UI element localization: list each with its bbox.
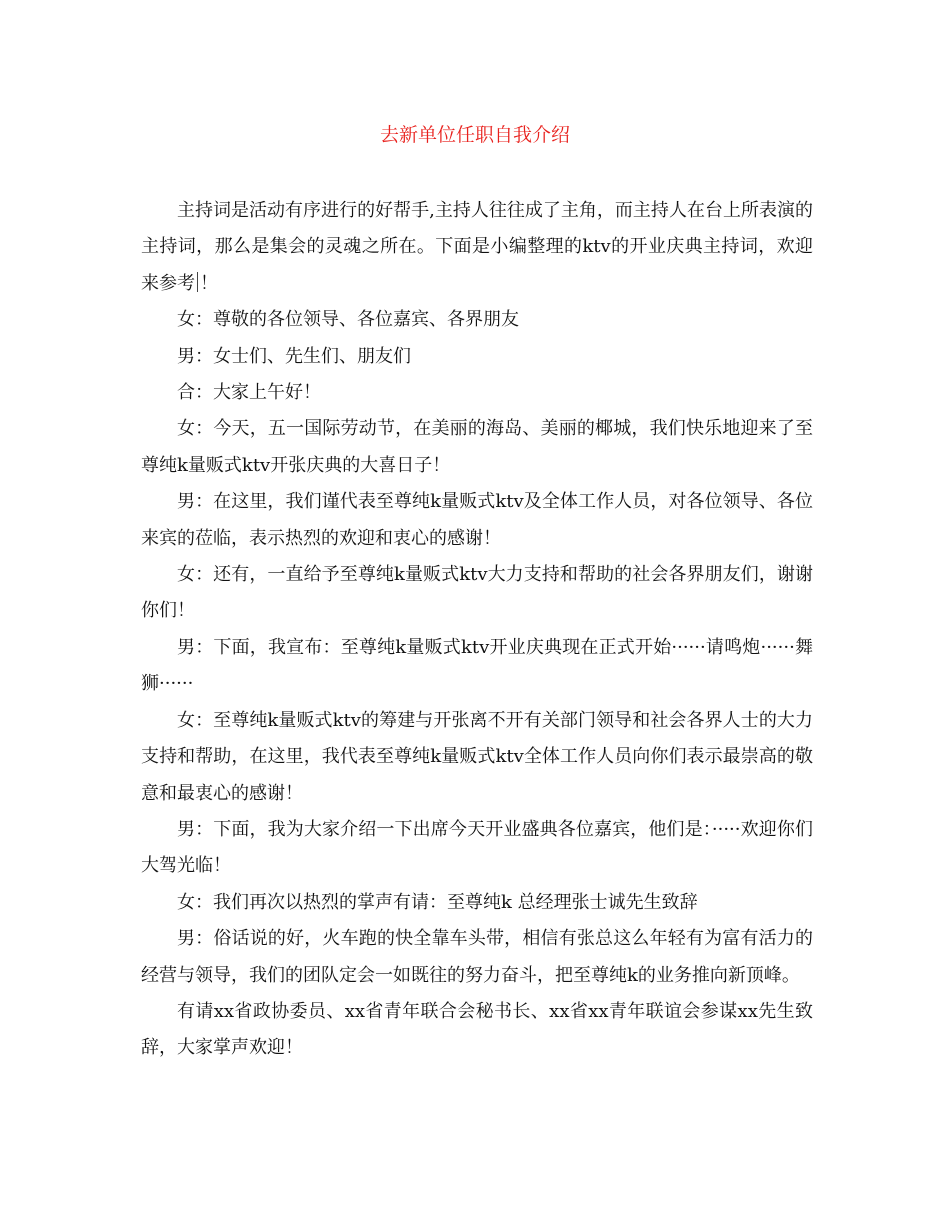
dialogue-paragraph: 合：大家上午好！ bbox=[177, 382, 321, 404]
dialogue-paragraph: 男：下面，我为大家介绍一下出席今天开业盛典各位嘉宾，他们是：·····欢迎你们大驾光临！ bbox=[141, 818, 813, 877]
intro-text-end: ！ bbox=[200, 272, 218, 294]
closing-paragraph: 有请xx省政协委员、xx省青年联合会秘书长、xx省xx青年联谊会参谋xx先生致辞，大家掌声欢迎！ bbox=[141, 1000, 813, 1059]
dialogue-paragraph: 女：尊敬的各位领导、各位嘉宾、各界朋友 bbox=[177, 309, 519, 331]
dialogue-paragraph: 女：还有，一直给予至尊纯k量贩式ktv大力支持和帮助的社会各界朋友们，谢谢你们！ bbox=[141, 564, 813, 622]
document-title: 去新单位任职自我介绍 bbox=[379, 124, 570, 146]
dialogue-paragraph: 男：在这里，我们谨代表至尊纯k量贩式ktv及全体工作人员，对各位领导、各位来宾的莅临，表示热烈的欢迎和衷心的感谢！ bbox=[141, 491, 813, 549]
dialogue-paragraph: 男：下面，我宣布：至尊纯k量贩式ktv开业庆典现在正式开始······请鸣炮······舞狮······ bbox=[141, 636, 813, 695]
dialogue-paragraph: 女：至尊纯k量贩式ktv的筹建与开张离不开有关部门领导和社会各界人士的大力支持和帮助，在这里，我代表至尊纯k量贩式ktv全体工作人员向你们表示最崇高的敬意和最衷心的感谢！ bbox=[141, 709, 813, 804]
intro-paragraph bbox=[141, 193, 813, 302]
text-cursor bbox=[197, 272, 198, 292]
intro-text: 主持词是活动有序进行的好帮手,主持人往往成了主角，而主持人在台上所表演的主持词，那么是集会的灵魂之所在。下面是小编整理的ktv的开业庆典主持词，欢迎来参考 bbox=[141, 200, 813, 294]
dialogue-paragraph: 女：今天，五一国际劳动节，在美丽的海岛、美丽的椰城，我们快乐地迎来了至尊纯k量贩式ktv开张庆典的大喜日子！ bbox=[141, 418, 813, 476]
dialogue-paragraph: 男：俗话说的好，火车跑的快全靠车头带，相信有张总这么年轻有为富有活力的经营与领导，我们的团队定会一如既往的努力奋斗，把至尊纯k的业务推向新顶峰。 bbox=[141, 928, 813, 986]
dialogue-paragraph: 女：我们再次以热烈的掌声有请：至尊纯k 总经理张士诚先生致辞 bbox=[177, 891, 698, 913]
dialogue-paragraph: 男：女士们、先生们、朋友们 bbox=[177, 345, 411, 367]
document-body bbox=[141, 193, 813, 1067]
